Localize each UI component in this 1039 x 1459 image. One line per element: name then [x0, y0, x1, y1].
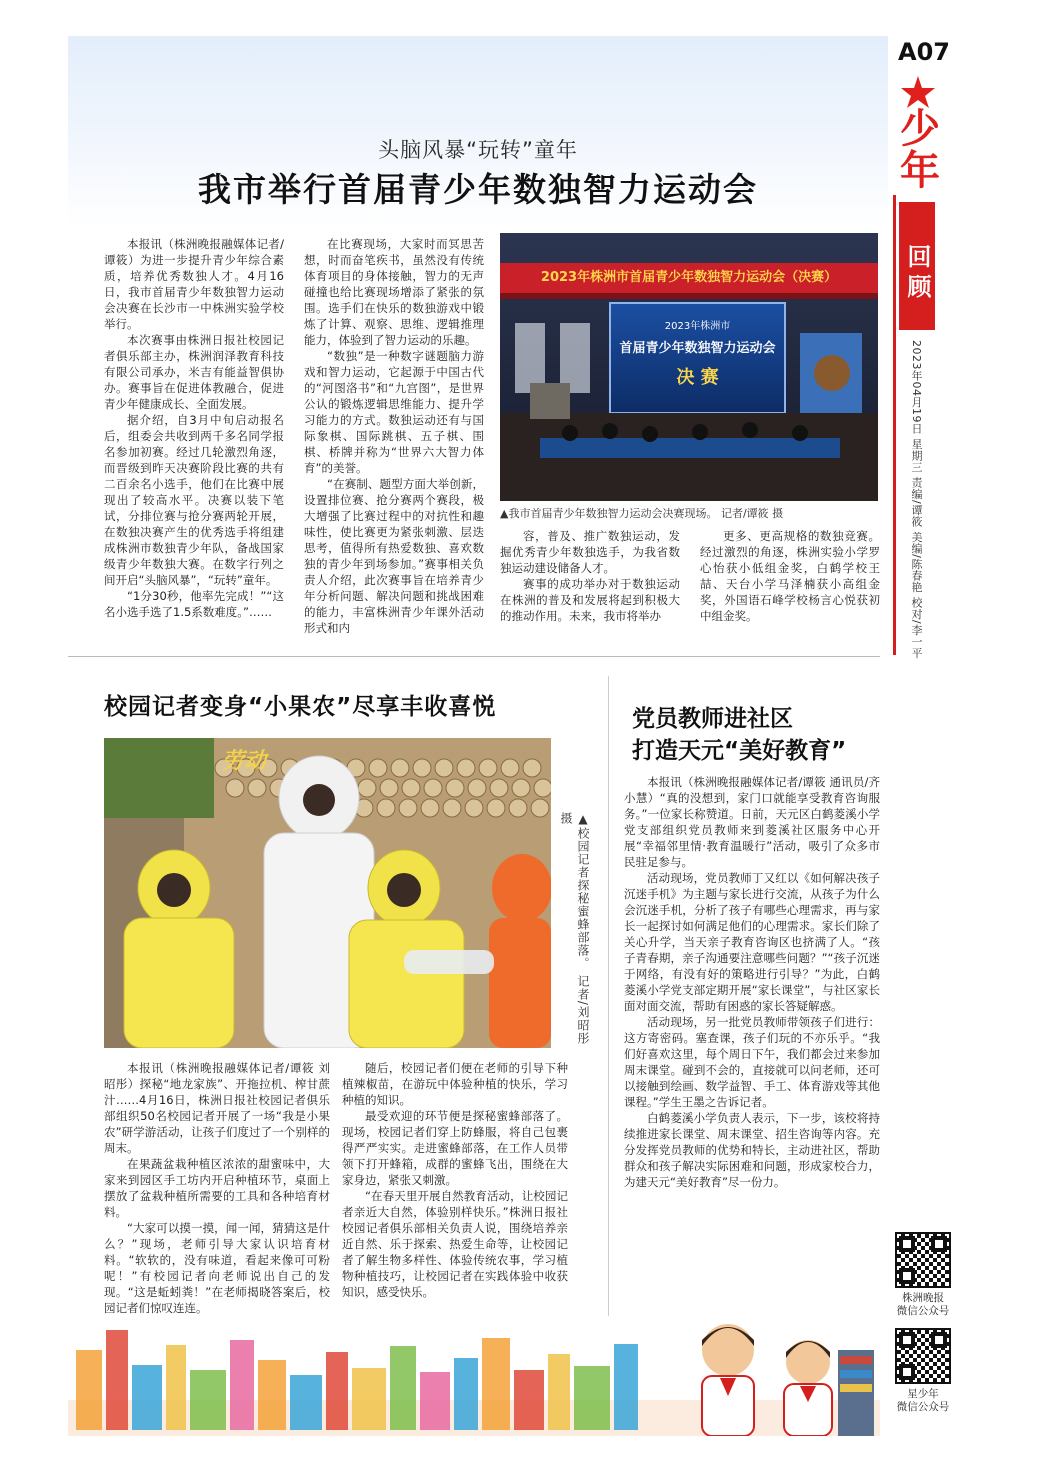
section-divider — [68, 656, 880, 657]
paragraph: 本次赛事由株洲日报社校园记者俱乐部主办，株洲润泽教育科技有限公司承办，米吉有能益智俱协办。赛事旨在促进体教融合，促进青少年健康成长、全面发展。 — [104, 333, 284, 411]
qr-code-zhuzhou-evening-news[interactable] — [895, 1232, 951, 1288]
column-divider — [608, 676, 609, 1316]
qr-finder — [899, 1364, 915, 1380]
paragraph: 更多、更高规格的数独竞赛。经过激烈的角逐，株洲实验小学罗心怡获小低组金奖，白鹤学校王喆、天台小学马泽楠获小高组金奖，外国语石峰学校杨言心悦获初中组金奖。 — [700, 529, 880, 623]
section-tag: 回顾 — [899, 202, 935, 330]
story3-headline-line2: 打造天元“美好教育” — [632, 738, 847, 764]
qr-finder — [899, 1236, 915, 1252]
bee-suit-photo — [104, 738, 551, 1048]
paragraph: 在果蔬盆栽种植区浓浓的甜蜜味中，大家来到园区手工坊内开启种植环节，桌面上摆放了盆栽种植所需要的工具和各种培育材料。 — [104, 1157, 330, 1219]
qr-finder — [931, 1332, 947, 1348]
lead-column-2 — [304, 236, 484, 636]
bee-suit-scene-illustration — [104, 738, 551, 1048]
story3-body — [624, 774, 880, 1190]
svg-text:年: 年 — [900, 148, 940, 190]
brand-logo-graphic — [888, 70, 968, 190]
paragraph: 容，普及、推广数独运动，发掘优秀青少年数独选手，为我省数独运动建设储备人才。 — [500, 529, 680, 575]
paragraph: 本报讯（株洲晚报融媒体记者/谭筱 通讯员/齐小慧）“真的没想到，家门口就能享受教育咨询服务。”一位家长称赞道。日前，天元区白鹤菱溪小学党支部组织党员教师来到菱溪社区服务中心开展“幸福邻里情·教育温暖行”活动，吸引了众多市民驻足参与。 — [624, 775, 880, 869]
screen-text-3: 决 赛 — [676, 367, 719, 388]
qr-code-star-youth[interactable] — [895, 1328, 951, 1384]
paragraph: 在比赛现场，大家时而冥思苦想，时而奋笔疾书，虽然没有传统体育项目的身体接触，智力的无声碰撞也给比赛现场增添了紧张的氛围。选手们在快乐的数独游戏中锻炼了计算、观察、思维、逻辑推理能力，体验到了智力运动的乐趣。 — [304, 237, 484, 347]
qr-label-1: 株洲晚报 微信公众号 — [896, 1292, 950, 1317]
sudoku-competition-photo — [500, 233, 878, 501]
paragraph: 随后，校园记者们便在老师的引导下种植辣椒苗，在游玩中体验种植的快乐，学习种植的知识。 — [342, 1061, 568, 1107]
qr-finder — [899, 1332, 915, 1348]
paragraph: 白鹤菱溪小学负责人表示，下一步，该校将持续推进家长课堂、周末课堂、招生咨询等内容。充分发挥党员教师的优势和特长，主动进社区，帮助群众和孩子解决实际困难和问题，形成家校合力，为建天元“美好教育”尽一份力。 — [624, 1111, 880, 1189]
svg-text:少: 少 — [900, 106, 940, 152]
paragraph: “1分30秒，他率先完成！”“这名小选手选了1.5系数难度。”…… — [104, 589, 284, 619]
paragraph: “在春天里开展自然教育活动，让校园记者亲近大自然，体验别样快乐。”株洲日报社校园记者俱乐部相关负责人说，围绕培养亲近自然、乐于探索、热爱生命等，让校园记者了解生物多样性、体验传统农事，学习植物种植技巧，让校园记者在实践体验中收获知识，感受快乐。 — [342, 1189, 568, 1299]
screen-text-2: 首届青少年数独智力运动会 — [619, 341, 776, 356]
paragraph: “大家可以摸一摸，闻一闻，猜猜这是什么？”现场，老师引导大家认识培育材料。“软软的，没有味道，看起来像可可粉呢！”有校园记者向老师说出自己的发现。“这是蚯蚓粪！”在老师揭晓答案后，校园记者们惊叹连连。 — [104, 1221, 330, 1315]
page-number: A07 — [898, 38, 950, 66]
brand-logo — [888, 70, 968, 190]
lead-kicker: 头脑风暴“玩转”童年 — [378, 138, 578, 162]
lead-column-3 — [500, 528, 680, 624]
story3-headline-line1: 党员教师进社区 — [632, 706, 793, 732]
qr-finder — [931, 1236, 947, 1252]
qr-finder — [899, 1268, 915, 1284]
paragraph: “在赛制、题型方面大举创新，设置排位赛、抢分赛两个赛段，极大增强了比赛过程中的对抗性和趣味性，使比赛更为紧张刺激、层迭思考，值得所有热爱数独、喜欢数独的青少年到场参加。”赛事相关负责人介绍，此次赛事旨在培养青少年分析问题、解决问题和挑战困难的能力，丰富株洲青少年课外活动形式和内 — [304, 477, 484, 635]
wall-sign-text: 劳动 — [222, 749, 267, 774]
paragraph: 赛事的成功举办对于数独运动在株洲的普及和发展将起到积极大的推动作用。未来，我市将举办 — [500, 577, 680, 623]
photo-banner-text: 2023年株洲市首届青少年数独智力运动会（决赛） — [540, 270, 838, 285]
bottom-cityscape-illustration — [68, 1310, 880, 1436]
paragraph: 活动现场，另一批党员教师带领孩子们进行：这方寄密码。塞查课，孩子们玩的不亦乐乎。“我们好喜欢这里，每个周日下午，我们都会过来参加周末课堂。碰到不会的，直接就可以问老师，还可以接触到绘画、数学益智、手工、体育游戏等其他课程。”学生王墨之告诉记者。 — [624, 1015, 880, 1109]
screen-text-1: 2023年株洲市 — [664, 321, 731, 332]
story2-column-2 — [342, 1060, 568, 1300]
story2-headline: 校园记者变身“小果农”尽享丰收喜悦 — [104, 694, 497, 720]
rail-divider — [893, 195, 896, 655]
paragraph: 最受欢迎的环节便是探秘蜜蜂部落了。现场，校园记者们穿上防蜂服，将自己包裹得严严实实。走进蜜蜂部落，在工作人员带领下打开蜂箱，成群的蜜蜂飞出，围绕在大家身边，紧张又刺激。 — [342, 1109, 568, 1187]
dateline: 2023年04月19日 星期三 责编/谭筱 美编/陈春艳 校对/李一平 — [910, 340, 923, 659]
lead-photo-caption: ▲我市首届青少年数独智力运动会决赛现场。 记者/谭筱 摄 — [500, 507, 784, 520]
paragraph: “数独”是一种数字谜题脑力游戏和智力运动，它起源于中国古代的“河图洛书”和“九宫图”，是世界公认的锻炼逻辑思维能力、提升学习能力的方式。数独运动还有与国际象棋、国际跳棋、五子棋、围棋、桥牌并称为“世界六大智力体育”的美誉。 — [304, 349, 484, 475]
paragraph: 本报讯（株洲晚报融媒体记者/谭筱）为进一步提升青少年综合素质，培养优秀数独人才。4月16日，我市首届青少年数独智力运动会决赛在长沙市一中株洲实验学校举行。 — [104, 237, 284, 331]
paragraph: 活动现场，党员教师丁又红以《如何解决孩子沉迷手机》为主题与家长进行交流，从孩子为什么会沉迷手机，分析了孩子有哪些心理需求，再与家长一起探讨如何满足他们的心理需求。家长们除了关心升学，当天亲子教育咨询区也挤满了人。“孩子青春期，亲子沟通要注意哪些问题？”“孩子沉迷于网络，有没有好的策略进行引导？”为此，白鹤菱溪小学党支部定期开展“家长课堂”，与社区家长面对面交流，帮助有困惑的家长答疑解惑。 — [624, 871, 880, 1013]
paragraph: 本报讯（株洲晚报融媒体记者/谭筱 刘昭彤）探秘“地龙家族”、开拖拉机、榨甘蔗汁……4月16日，株洲日报社校园记者俱乐部组织50名校园记者开展了一场“我是小果农”研学游活动，让孩子们度过了一个别样的周末。 — [104, 1061, 330, 1155]
story2-photo-caption: ▲校园记者探秘蜜蜂部落。 记者/刘昭彤 摄 — [559, 812, 590, 1045]
lead-column-1 — [104, 236, 284, 620]
lead-column-4 — [700, 528, 880, 624]
paragraph: 据介绍，自3月中旬启动报名后，组委会共收到两千多名同学报名参加初赛。经过几轮激烈角逐，而晋级到昨天决赛阶段比赛的共有二百余名小选手，他们在比赛中展现出了较高水平。决赛以装下笔试，分排位赛与抢分赛两轮开展，在数独决赛产生的优秀选手将组建成株洲市数独青少年队，备战国家级青少年数独大赛。在数字行列之间开启“头脑风暴”，“玩转”童年。 — [104, 413, 284, 587]
lead-headline: 我市举行首届青少年数独智力运动会 — [198, 170, 758, 209]
story2-column-1 — [104, 1060, 330, 1316]
qr-label-2: 星少年 微信公众号 — [896, 1388, 950, 1413]
